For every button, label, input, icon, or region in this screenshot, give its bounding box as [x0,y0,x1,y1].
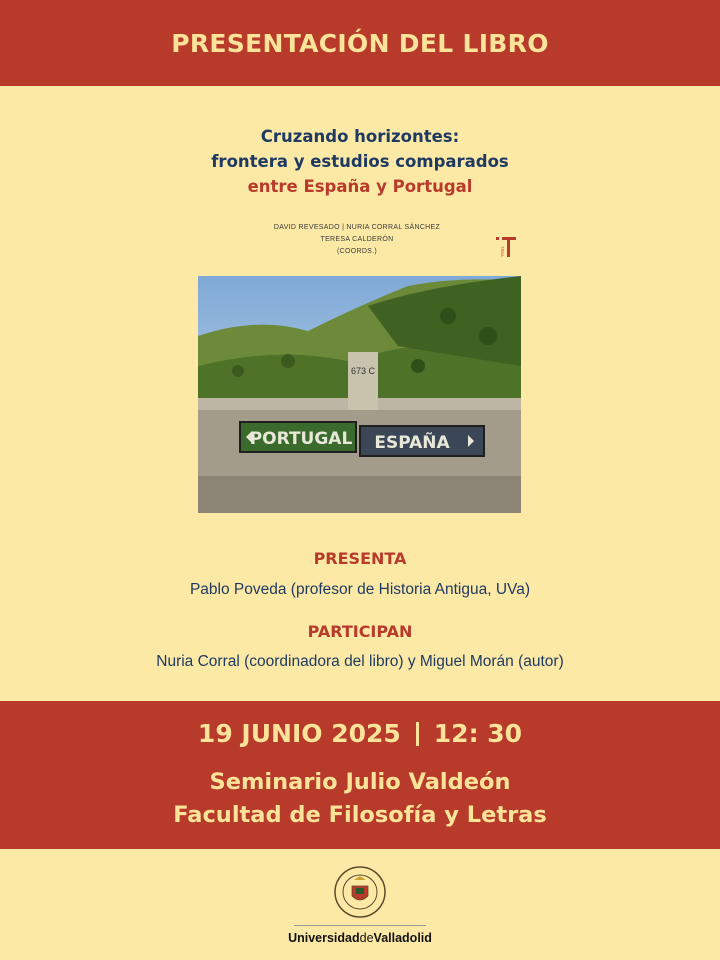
coordinators-line2: TERESA CALDERÓN [320,236,394,243]
footer-divider [294,925,426,926]
book-title [0,124,720,199]
book-cover-photo [198,276,521,513]
sign-portugal: PORTUGAL [249,429,353,449]
participan-label: PARTICIPAN [307,622,413,641]
trea-logo-text: TREA [500,246,505,257]
date-time-separator [416,722,419,746]
university-name-part2: de [359,931,374,945]
trea-publisher-logo [494,236,518,258]
university-name-part3: Valladolid [373,931,432,945]
book-coordinators [250,222,464,258]
coordinators-line1: DAVID REVESADO | NURIA CORRAL SÁNCHEZ [273,224,441,231]
event-band [0,701,720,849]
event-time: 12: 30 [433,719,523,748]
participan-text: Nuria Corral (coordinadora del libro) y Miguel Morán (autor) [156,653,564,670]
book-title-line3: entre España y Portugal [247,177,473,196]
venue-line2: Facultad de Filosofía y Letras [173,802,547,828]
presenta-label: PRESENTA [313,549,407,568]
university-name [0,931,720,945]
venue-line1: Seminario Julio Valdeón [209,769,511,795]
university-name-part1: Universidad [288,931,360,945]
header-title: PRESENTACIÓN DEL LIBRO [171,28,549,58]
coordinators-line3: (COORDS.) [336,248,378,255]
event-date-time [0,719,720,748]
book-title-line2: frontera y estudios comparados [211,152,509,171]
university-seal-icon [334,866,386,918]
border-marker-text: 673 C [350,366,376,376]
header-band [0,0,720,86]
book-title-line1: Cruzando horizontes: [260,127,460,146]
sign-espana: ESPAÑA [374,433,450,453]
event-date: 19 JUNIO 2025 [197,719,401,748]
presenta-text: Pablo Poveda (profesor de Historia Antigua, UVa) [189,581,531,598]
